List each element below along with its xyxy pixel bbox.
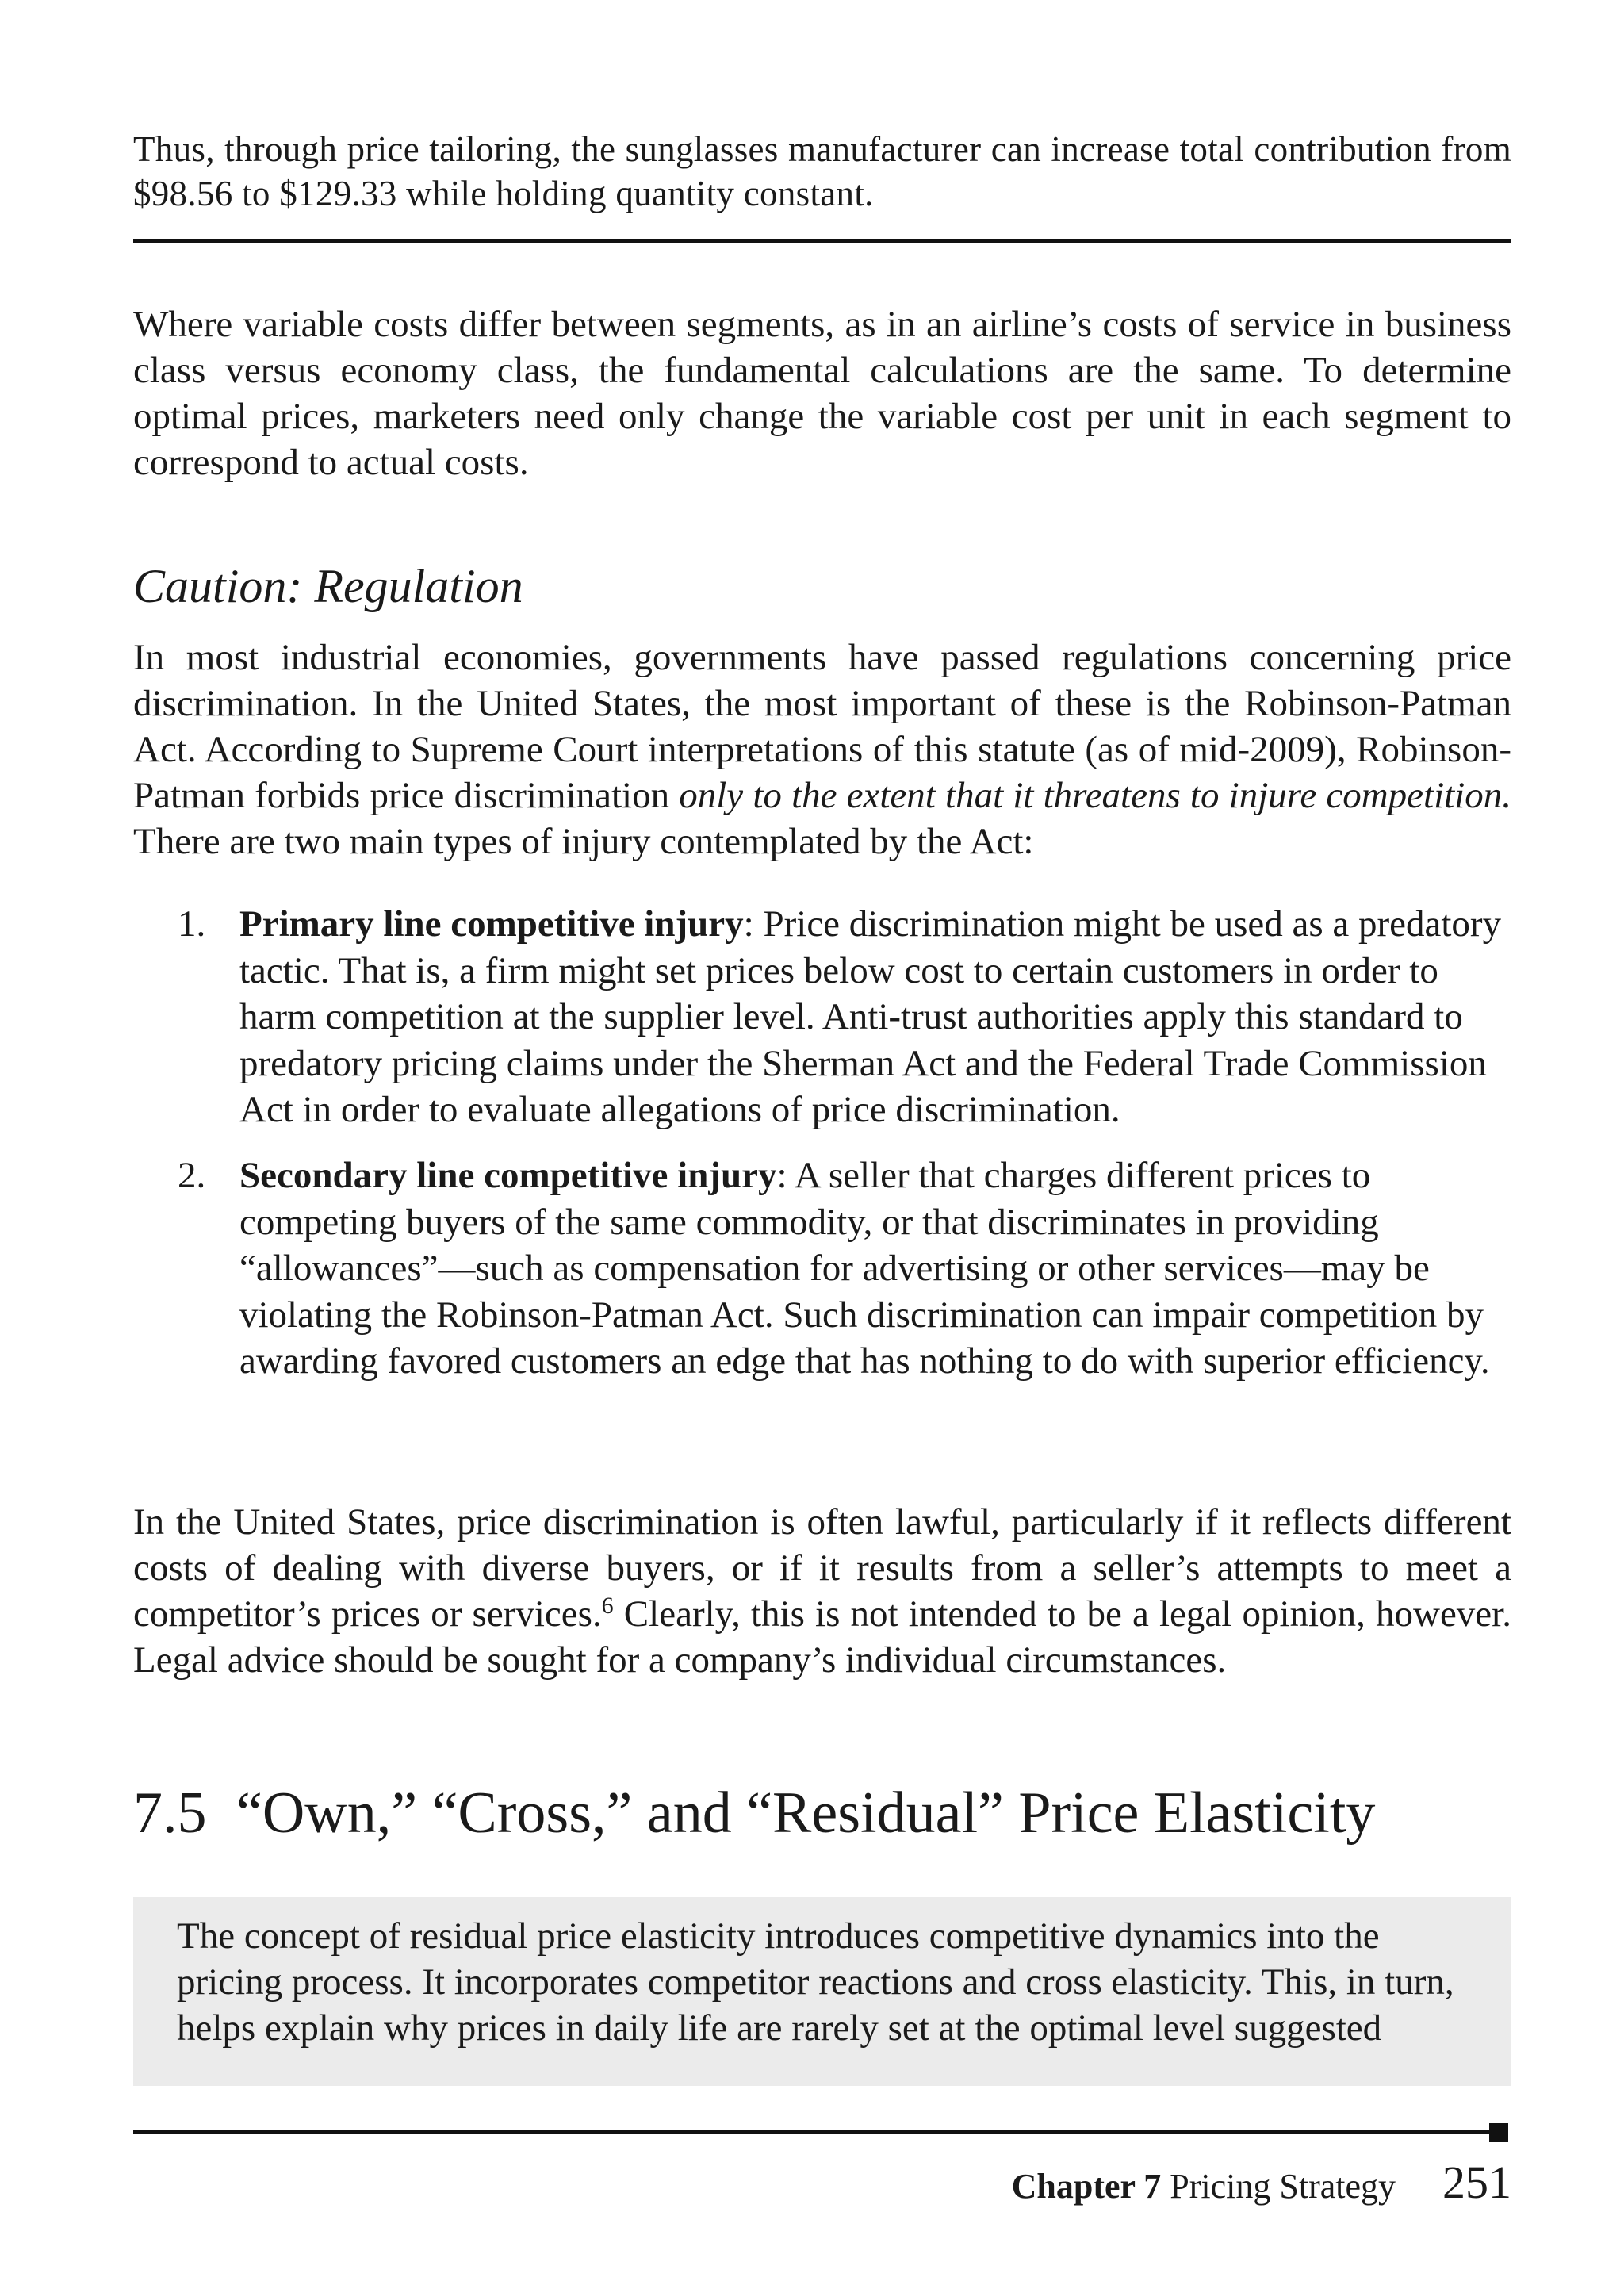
summary-box-text: The concept of residual price elasticity introduces competitive dynamics into the pricing process. It incorporates competitor reactions and cross elasticity. This, in turn, helps explain why prices in daily life are rarely set at the optimal level suggested bbox=[177, 1915, 1454, 2049]
list-item-term: Secondary line competitive injury bbox=[239, 1154, 777, 1196]
page-number: 251 bbox=[1442, 2156, 1511, 2208]
variable-costs-paragraph: Where variable costs differ between segments, as in an airline’s costs of service in business class versus economy class, the fundamental calculations are the same. To determine optimal prices, marketers need only change the variable cost per unit in each segment to correspond to actual costs. bbox=[133, 304, 1511, 483]
footer-chapter-label: Chapter 7 bbox=[1011, 2167, 1162, 2206]
intro-paragraph: Thus, through price tailoring, the sunglasses manufacturer can increase total contribution from $98.56 to $129.33 while holding quantity constant. bbox=[133, 129, 1511, 213]
footer-chapter-title: Pricing Strategy bbox=[1170, 2167, 1396, 2206]
caution-paragraph-emphasis: only to the extent that it threatens to injure competition. bbox=[679, 775, 1511, 816]
list-item-term: Primary line competitive injury bbox=[239, 903, 744, 945]
list-item-number: 2. bbox=[178, 1154, 206, 1196]
footer-square-marker bbox=[1489, 2123, 1508, 2142]
section-title: “Own,” “Cross,” and “Residual” Price Elasticity bbox=[236, 1781, 1376, 1846]
summary-box bbox=[133, 1897, 1511, 2086]
caution-heading: Caution: Regulation bbox=[133, 560, 523, 612]
list-item-number: 1. bbox=[178, 903, 206, 945]
footer-rule bbox=[133, 2130, 1491, 2134]
section-number: 7.5 bbox=[133, 1781, 207, 1846]
closing-paragraph-text: In the United States, price discrimination is often lawful, particularly if it reflects different costs of dealing with diverse buyers, or if it results from a seller’s attempts to meet a competitor’s prices or services. bbox=[133, 1501, 1511, 1635]
footnote-reference[interactable]: 6 bbox=[601, 1593, 614, 1619]
list-item-text: : Price discrimination might be used as a predatory tactic. That is, a firm might set prices below cost to certain customers in order to harm competition at the supplier level. Anti-trust authorities apply this standard to predatory pricing claims under the Sherman Act and the Federal Trade Commission Act in order to evaluate allegations of price discrimination. bbox=[239, 903, 1502, 1131]
injury-types-list bbox=[133, 901, 1511, 1385]
closing-paragraph-tail: Clearly, this is not intended to be a legal opinion, however. Legal advice should be sought for a company’s individual circumstances. bbox=[133, 1593, 1511, 1681]
caution-paragraph-tail: There are two main types of injury contemplated by the Act: bbox=[133, 821, 1034, 862]
section-heading bbox=[133, 1780, 1511, 1846]
list-item-text: : A seller that charges different prices to competing buyers of the same commodity, or that discriminates in providing “allowances”—such as compensation for advertising or other services—may be violating the Robinson-Patman Act. Such discrimination can impair competition by awarding favored customers an edge that has nothing to do with superior efficiency. bbox=[239, 1154, 1490, 1382]
closing-paragraph bbox=[133, 1499, 1511, 1683]
running-footer bbox=[1011, 2156, 1511, 2209]
example-end-rule bbox=[133, 239, 1511, 243]
caution-paragraph-text: In most industrial economies, governments have passed regulations concerning price discrimination. In the United States, the most important of these is the Robinson-Patman Act. According to Supreme Court interpretations of this statute (as of mid-2009), Robinson-Patman forbids price discrimination bbox=[133, 637, 1511, 816]
caution-paragraph bbox=[133, 634, 1511, 864]
list-item bbox=[133, 901, 1511, 1133]
list-item bbox=[133, 1152, 1511, 1385]
